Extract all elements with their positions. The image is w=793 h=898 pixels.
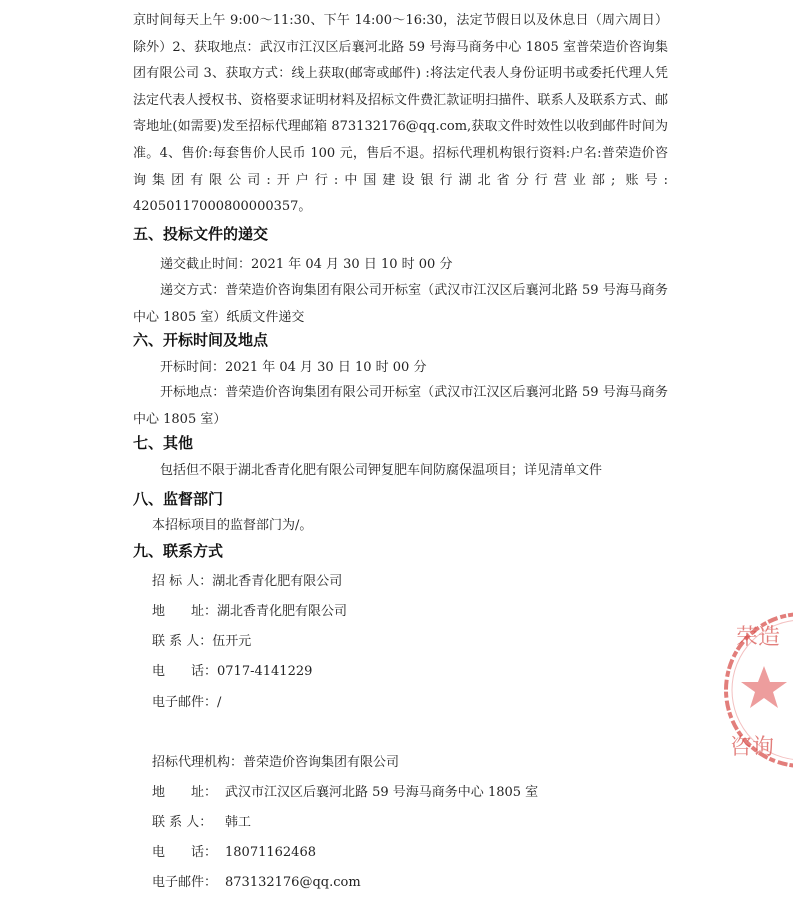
agent-name-row xyxy=(152,754,399,772)
seal-text-top: 荣造 xyxy=(736,625,781,650)
tenderer-address-row xyxy=(152,603,347,621)
field-value: 韩工 xyxy=(225,815,252,830)
section-9-heading: 九、联系方式 xyxy=(133,542,224,560)
submission-deadline: 递交截止时间：2021 年 04 月 30 日 10 时 00 分 xyxy=(160,257,453,272)
field-label: 电子邮件： xyxy=(152,875,218,890)
field-label: 招 标 人： xyxy=(152,574,213,589)
section-8-heading: 八、监督部门 xyxy=(133,490,224,508)
field-label: 电 话： xyxy=(152,845,218,860)
field-value: 湖北香青化肥有限公司 xyxy=(212,574,343,589)
agent-phone-row xyxy=(152,844,316,862)
submission-method: 递交方式：普荣造价咨询集团有限公司开标室（武汉市江汉区后襄河北路 59 号海马商务中心 1805 室）纸质文件递交 xyxy=(133,283,668,325)
supervision-text: 本招标项目的监督部门为/。 xyxy=(152,518,313,533)
field-value: 873132176@qq.com xyxy=(225,875,361,890)
opening-place: 开标地点：普荣造价咨询集团有限公司开标室（武汉市江汉区后襄河北路 59 号海马商务中心 1805 室） xyxy=(133,385,668,427)
tenderer-email-row xyxy=(152,694,221,712)
section-7-heading: 七、其他 xyxy=(133,434,194,452)
field-label: 电 话： xyxy=(152,664,218,679)
agent-contact-row xyxy=(152,814,251,832)
seal-star-icon xyxy=(741,666,787,708)
field-label: 招标代理机构： xyxy=(152,755,244,770)
field-value: 伍开元 xyxy=(212,634,252,649)
field-value: / xyxy=(217,695,222,710)
section-5-heading: 五、投标文件的递交 xyxy=(133,225,269,243)
field-label: 联 系 人： xyxy=(152,634,213,649)
field-label: 电子邮件： xyxy=(152,695,218,710)
field-value: 18071162468 xyxy=(225,845,316,860)
intro-paragraph: 京时间每天上午 9:00～11:30、下午 14:00～16:30，法定节假日以及休息日（周六周日）除外）2、获取地点：武汉市江汉区后襄河北路 59 号海马商务中心 1805 室普荣造价咨询集团有限公司 3、获取方式：线上获取(邮寄或邮件) :将法定代表人身份证明书或委托代理人凭法定代表人授权书、资格要求证明材料及招标文件费汇款证明扫描件、联系人及联系方式、邮寄地址(如需要)发至招标代理邮箱 873132176@qq.com,获取文件时效性以收到邮件时间为准。4、售价:每套售价人民币 100 元，售后不退。招标代理机构银行资料:户名:普荣造价咨询集团有限公司:开户行:中国建设银行湖北省分行营业部; 账号: 42050117000800000357。 xyxy=(133,13,668,215)
seal-text-bottom: 咨询 xyxy=(730,735,775,760)
tenderer-contact-row xyxy=(152,633,251,651)
tenderer-name-row xyxy=(152,573,342,591)
agent-email-row xyxy=(152,874,361,892)
tenderer-phone-row xyxy=(152,663,312,681)
field-value: 普荣造价咨询集团有限公司 xyxy=(243,755,400,770)
company-seal-stamp xyxy=(722,606,793,774)
field-label: 地 址： xyxy=(152,604,218,619)
field-value: 武汉市江汉区后襄河北路 59 号海马商务中心 1805 室 xyxy=(225,785,539,800)
agent-address-row xyxy=(152,784,538,802)
field-value: 湖北香青化肥有限公司 xyxy=(217,604,348,619)
field-value: 0717-4141229 xyxy=(217,664,313,679)
other-text: 包括但不限于湖北香青化肥有限公司钾复肥车间防腐保温项目；详见清单文件 xyxy=(160,463,603,478)
section-6-heading: 六、开标时间及地点 xyxy=(133,331,269,349)
field-label: 联 系 人： xyxy=(152,815,213,830)
opening-time: 开标时间：2021 年 04 月 30 日 10 时 00 分 xyxy=(160,360,427,375)
field-label: 地 址： xyxy=(152,785,218,800)
